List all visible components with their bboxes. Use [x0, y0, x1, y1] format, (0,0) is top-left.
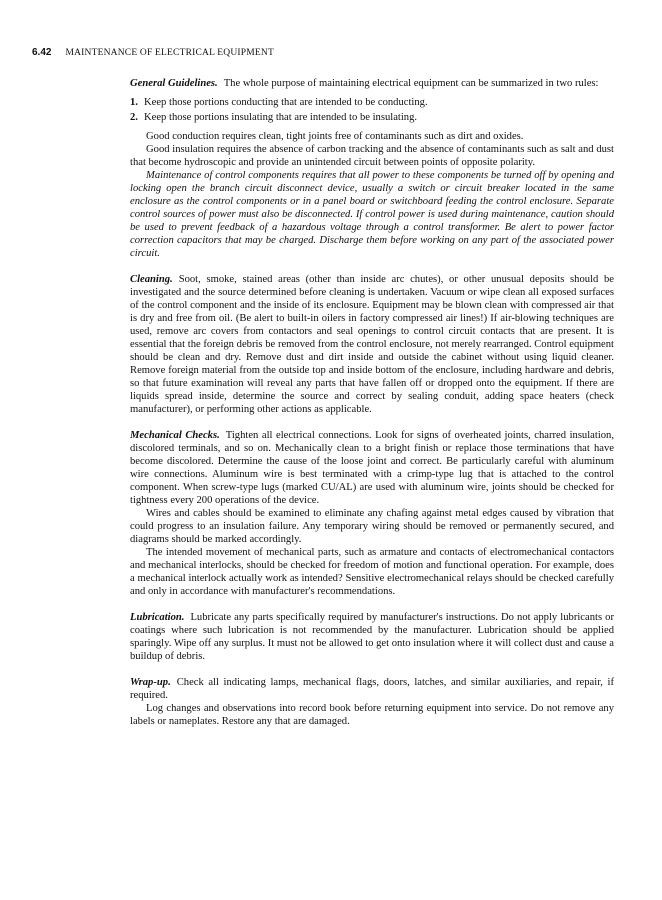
- rule-number: 1.: [130, 97, 138, 108]
- running-title: MAINTENANCE OF ELECTRICAL EQUIPMENT: [65, 48, 274, 58]
- cleaning-text: Soot, smoke, stained areas (other than inside arc chutes), or other unusual deposits should be investigated and the source determined before cleaning is undertaken. Vacuum or wipe clean all exposed surfaces of the control component and the inside of its enclosure. Equipment may be blown clean with compressed air that is dry and free from oil. (Be alert to built-in oilers in factory compressed air lines!) If air-blowing techniques are used, remove arc covers from contactors and seal openings to control circuit contacts that are present. It is essential that the foreign debris be removed from the control enclosure, not merely rearranged. Control equipment should be clean and dry. Remove dust and dirt inside and outside the cabinet without using liquid cleaner. Remove foreign material from the outside top and inside bottom of the enclosure, including hardware and debris, so that future examination will reveal any parts that have fallen off or dropped onto the equipment. If there are liquids spread inside, determine the source and correct by sealing conduit, adding space heaters (check manufacturer), or performing other actions as applicable.: [130, 274, 614, 415]
- log-paragraph: Log changes and observations into record book before returning equipment into service. Do not remove any labels or nameplates. Restore any that are damaged.: [130, 703, 614, 727]
- lubrication-paragraph: [130, 611, 614, 663]
- mechanical-paragraph: [130, 429, 614, 507]
- section-cleaning: [130, 273, 614, 416]
- cleaning-paragraph: [130, 273, 614, 416]
- rule-item: [130, 96, 614, 109]
- wrapup-text: Check all indicating lamps, mechanical flags, doors, latches, and similar auxiliaries, and repair, if required.: [130, 677, 614, 701]
- mechanical-text: Tighten all electrical connections. Look for signs of overheated joints, charred insulation, discolored terminals, and so on. Mechanically clean to a bright finish or replace those terminations that have become discolored. Determine the cause of the loose joint and correct. Be particularly careful with aluminum wire connections. Aluminum wire is best terminated with a crimp-type lug that is attached to the control component. When screw-type lugs (marked CU/AL) are used with aluminum wire, joints should be checked for tightness every 200 operations of the device.: [130, 430, 615, 506]
- section-wrap-up: [130, 676, 614, 728]
- wrapup-paragraph: [130, 676, 614, 702]
- insulation-paragraph: Good insulation requires the absence of carbon tracking and the absence of contaminants such as salt and dust that become hydroscopic and provide an unintended circuit between points of opposite polarity.: [130, 144, 614, 168]
- running-header: [32, 47, 274, 58]
- section-lubrication: [130, 611, 614, 663]
- cleaning-heading: Cleaning.: [130, 274, 173, 285]
- lubrication-heading: Lubrication.: [130, 612, 185, 623]
- safety-warning-paragraph: Maintenance of control components requires that all power to these components be turned off by opening and locking open the branch circuit disconnect device, usually a switch or circuit breaker located in the same enclosure as the control components or in a panel board or switchboard feeding the control enclosure. Separate control sources of power must also be disconnected. If control power is used during maintenance, caution should be used to prevent feedback of a hazardous voltage through a control transformer. Be alert to power factor correction capacitors that may be charged. Discharge them before working on any part of the associated power circuit.: [130, 170, 614, 259]
- rules-list: [130, 96, 614, 124]
- section-general-guidelines: [130, 77, 614, 260]
- lubrication-text: Lubricate any parts specifically required by manufacturer's instructions. Do not apply lubricants or coatings where such lubrication is not recommended by the manufacturer. Lubrication should be applied sparingly. Wipe off any surplus. It must not be allowed to get onto insulation where it will collect dust and cause a buildup of debris.: [130, 612, 614, 662]
- body-text: [130, 77, 614, 728]
- page-number: 6.42: [32, 47, 52, 58]
- rule-text: Keep those portions conducting that are intended to be conducting.: [144, 97, 428, 108]
- general-intro-paragraph: [130, 77, 614, 90]
- conduction-paragraph: Good conduction requires clean, tight joints free of contaminants such as dirt and oxides.: [146, 131, 524, 142]
- rule-text: Keep those portions insulating that are intended to be insulating.: [144, 112, 418, 123]
- movement-paragraph: The intended movement of mechanical parts, such as armature and contacts of electromechanical contactors and mechanical interlocks, should be checked for freedom of motion and functional operation. For example, does a mechanical interlock actually work as intended? Sensitive electromechanical relays should be checked carefully and only in accordance with manufacturer's recommendations.: [130, 547, 614, 597]
- section-mechanical-checks: [130, 429, 614, 598]
- rule-item: [130, 111, 614, 124]
- wires-paragraph: Wires and cables should be examined to eliminate any chafing against metal edges caused by vibration that could progress to an insulation failure. Any temporary wiring should be removed or permanently secured, and diagrams should be marked accordingly.: [130, 508, 614, 545]
- rule-number: 2.: [130, 112, 138, 123]
- general-intro-text: The whole purpose of maintaining electrical equipment can be summarized in two rules:: [223, 78, 599, 89]
- mechanical-heading: Mechanical Checks.: [130, 430, 220, 441]
- general-heading: General Guidelines.: [130, 78, 218, 89]
- wrapup-heading: Wrap-up.: [130, 677, 171, 688]
